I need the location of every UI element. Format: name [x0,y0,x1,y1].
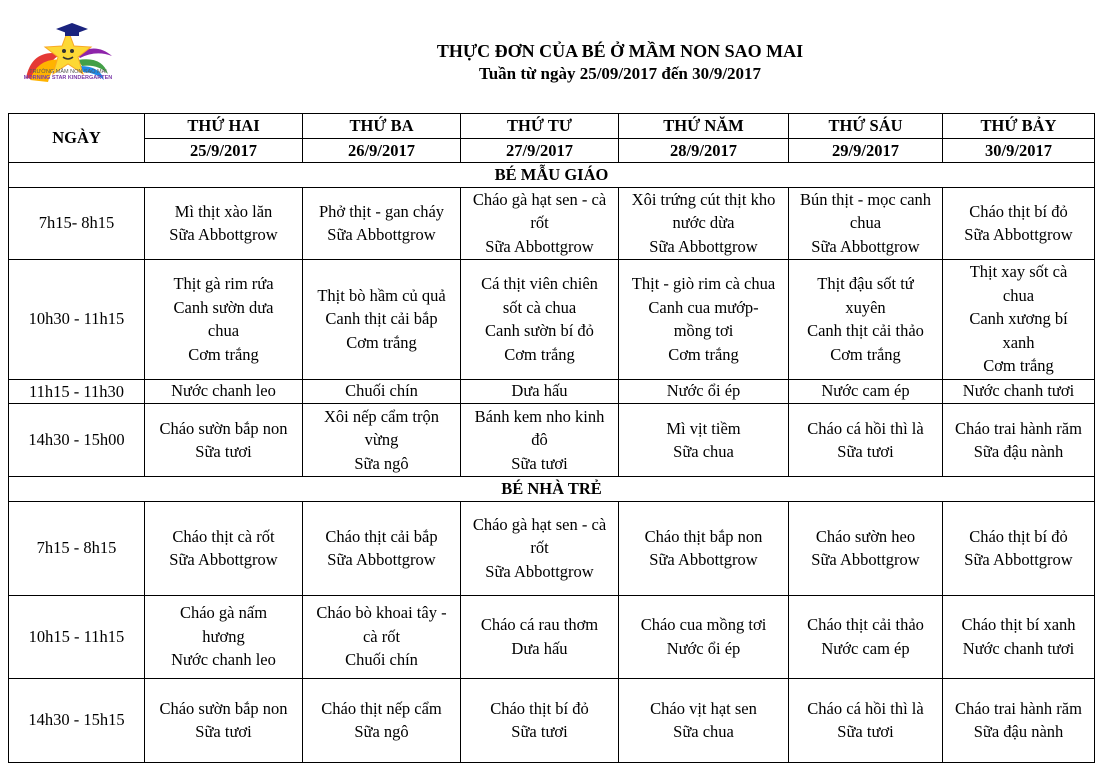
day-name: THỨ SÁU [789,114,943,139]
date-row [9,138,1095,163]
dish-line: Sữa ngô [354,453,409,473]
dish-line: chua [207,321,240,340]
day-column-header: NGÀY [9,114,145,163]
dish-line: Chuối chín [345,650,418,670]
menu-cell [789,259,943,379]
dish-line: sốt cà chua [502,297,577,317]
menu-cell [145,404,303,477]
dish-line: Cháo trai hành răm [955,698,1082,718]
dish-line: Phở thịt - gan cháy [318,201,445,221]
menu-cell [619,678,789,762]
meal-row [9,259,1095,379]
menu-cell [461,595,619,678]
dish-line: Nước ổi ép [666,638,741,658]
menu-body [9,114,1095,763]
dish-line: Sữa Abbottgrow [327,550,436,569]
dish-line: Bún thịt - mọc canh [799,189,932,209]
dish-line: Thịt bò hầm củ quả [317,285,446,305]
dish-line: Cơm trắng [983,356,1054,376]
dish-line: Dưa hấu [511,381,568,401]
dish-line: Canh thịt cải thảo [807,321,924,340]
dish-line: Thịt gà rim rứa [173,274,274,293]
menu-cell [303,379,461,404]
day-date: 30/9/2017 [943,138,1095,163]
dish-line: Thịt đậu sốt tứ [817,274,914,293]
dish-line: Sữa chua [673,722,734,741]
menu-cell [461,379,619,404]
dish-line: Cháo thịt nếp cẩm [321,698,442,718]
dish-line: Sữa tươi [195,442,252,461]
dish-line: Sữa tươi [511,722,568,741]
menu-cell [145,595,303,678]
dish-line: Dưa hấu [511,638,568,658]
dish-line: Sữa Abbottgrow [485,561,594,581]
dish-line: đô [531,430,548,450]
day-date: 28/9/2017 [619,138,789,163]
dish-line: mồng tơi [673,321,734,340]
menu-cell [943,379,1095,404]
dish-line: Cơm trắng [830,344,901,364]
menu-cell [145,259,303,379]
meal-time: 11h15 - 11h30 [9,379,145,404]
menu-cell [461,259,619,379]
day-name: THỨ HAI [145,114,303,139]
menu-cell [303,595,461,678]
dish-line: Cháo cá rau thơm [480,615,599,634]
dish-line: Sữa tươi [511,453,568,473]
dish-line: chua [1002,285,1035,305]
menu-cell [145,187,303,259]
menu-cell [619,501,789,595]
day-name: THỨ NĂM [619,114,789,139]
meal-time: 10h15 - 11h15 [9,595,145,678]
dish-line: Cơm trắng [188,344,259,364]
dish-line: Sữa Abbottgrow [964,550,1073,569]
dish-line: Chuối chín [345,381,418,401]
menu-cell [145,501,303,595]
menu-cell [619,404,789,477]
menu-cell [303,678,461,762]
day-name: THỨ TƯ [461,114,619,139]
dish-line: Cháo cá hồi thì là [807,418,924,438]
dish-line: Sữa Abbottgrow [327,225,436,244]
menu-cell [789,501,943,595]
meal-row [9,595,1095,678]
dish-line: Nước cam ép [821,638,910,658]
meal-row [9,404,1095,477]
dish-line: Cơm trắng [346,332,417,352]
menu-cell [943,595,1095,678]
dish-line: Cháo gà nấm [179,603,268,623]
dish-line: Mì thịt xào lăn [174,201,273,221]
dish-line: Nước ổi ép [666,381,741,401]
day-name: THỨ BẢY [943,114,1095,139]
section-row [9,163,1095,188]
dish-line: rốt [530,213,549,233]
dish-line: Cá thịt viên chiên [481,274,598,293]
day-date: 26/9/2017 [303,138,461,163]
header-row [9,114,1095,139]
dish-line: rốt [530,538,549,558]
dish-line: Cháo thịt bắp non [644,526,763,546]
section-title: BÉ NHÀ TRẺ [9,477,1095,502]
dish-line: Cháo thịt bí đỏ [490,698,589,718]
menu-cell [789,595,943,678]
dish-line: nước dừa [672,213,735,233]
meal-time: 7h15- 8h15 [9,187,145,259]
menu-cell [789,404,943,477]
meal-time: 10h30 - 11h15 [9,259,145,379]
dish-line: Thịt xay sốt cà [969,262,1068,282]
meal-row [9,501,1095,595]
dish-line: Canh xương bí [969,309,1068,329]
week-range: Tuần từ ngày 25/09/2017 đến 30/9/2017 [478,64,762,83]
dish-line: Sữa tươi [837,442,894,461]
dish-line: hương [202,626,245,646]
menu-cell [943,187,1095,259]
dish-line: chua [849,213,882,233]
meal-time: 14h30 - 15h00 [9,404,145,477]
dish-line: Cháo gà hạt sen - cà [472,514,607,534]
dish-line: Sữa Abbottgrow [811,550,920,569]
dish-line: Cháo thịt bí đỏ [969,526,1068,546]
menu-cell [789,678,943,762]
dish-line: Cháo sườn bắp non [159,698,288,718]
menu-cell [303,501,461,595]
dish-line: xanh [1002,332,1035,352]
day-name: THỨ BA [303,114,461,139]
dish-line: Cháo thịt bí đỏ [969,201,1068,221]
dish-line: Cháo trai hành răm [955,418,1082,438]
dish-line: Cháo thịt cải thảo [807,615,924,634]
meal-row [9,379,1095,404]
dish-line: vừng [364,430,399,450]
dish-line: Nước chanh leo [171,650,276,670]
dish-line: Cháo thịt cải bắp [325,526,438,546]
section-title: BÉ MẪU GIÁO [9,163,1095,188]
menu-cell [943,259,1095,379]
meal-time: 14h30 - 15h15 [9,678,145,762]
dish-line: Sữa Abbottgrow [964,225,1073,244]
menu-cell [619,259,789,379]
dish-line: Canh sườn dưa [173,297,274,317]
dish-line: Sữa tươi [837,722,894,741]
menu-cell [619,187,789,259]
menu-cell [145,678,303,762]
dish-line: Sữa chua [673,442,734,461]
dish-line: Sữa Abbottgrow [649,236,758,256]
dish-line: Cháo bò khoai tây - [316,603,447,623]
menu-cell [789,187,943,259]
logo-school-english: MORNING STAR KINDERGARTEN [23,75,113,81]
dish-line: Sữa đậu nành [973,442,1064,461]
meal-row [9,678,1095,762]
menu-cell [303,259,461,379]
dish-line: Cơm trắng [504,344,575,364]
dish-line: Canh sườn bí đỏ [485,321,594,340]
menu-cell [303,404,461,477]
dish-line: Nước chanh tươi [962,381,1075,401]
dish-line: Cháo vịt hạt sen [650,698,757,718]
dish-line: Canh thịt cải bắp [325,309,438,329]
meal-time: 7h15 - 8h15 [9,501,145,595]
logo-caption [20,69,116,81]
dish-line: Thịt - giò rim cà chua [631,274,776,293]
meal-row [9,187,1095,259]
dish-line: Sữa Abbottgrow [649,550,758,569]
dish-line: Cháo cá hồi thì là [807,698,924,718]
menu-cell [461,501,619,595]
dish-line: Cháo sườn bắp non [159,418,288,438]
day-date: 27/9/2017 [461,138,619,163]
menu-cell [943,678,1095,762]
day-date: 25/9/2017 [145,138,303,163]
dish-line: xuyên [845,297,886,317]
menu-cell [461,678,619,762]
section-row [9,477,1095,502]
dish-line: Sữa Abbottgrow [485,236,594,256]
dish-line: Mì vịt tiềm [666,418,741,438]
dish-line: Nước cam ép [821,381,910,401]
dish-line: Nước chanh tươi [962,638,1075,658]
dish-line: Bánh kem nho kinh [474,406,605,426]
dish-line: Sữa Abbottgrow [169,225,278,244]
dish-line: Sữa Abbottgrow [811,236,920,256]
dish-line: Xôi nếp cẩm trộn [323,406,439,426]
dish-line: Xôi trứng cút thịt kho [631,189,776,209]
dish-line: Nước chanh leo [171,381,276,401]
day-date: 29/9/2017 [789,138,943,163]
dish-line: Cháo sườn heo [815,526,916,546]
menu-cell [145,379,303,404]
page-title: THỰC ĐƠN CỦA BÉ Ở MẦM NON SAO MAI [436,41,804,61]
menu-cell [619,379,789,404]
dish-line: Sữa đậu nành [973,722,1064,741]
dish-line: Cháo gà hạt sen - cà [472,189,607,209]
logo-school-name: TRƯỜNG MẦM NON SAO MAI [29,69,107,75]
dish-line: cà rốt [362,626,401,646]
dish-line: Cháo cua mồng tơi [640,615,767,634]
dish-line: Cơm trắng [668,344,739,364]
dish-line: Canh cua mướp- [648,297,759,317]
dish-line: Sữa tươi [195,722,252,741]
menu-cell [943,501,1095,595]
menu-cell [789,379,943,404]
dish-line: Cháo thịt bí xanh [961,615,1076,634]
menu-cell [461,187,619,259]
menu-cell [619,595,789,678]
menu-cell [461,404,619,477]
dish-line: Sữa Abbottgrow [169,550,278,569]
dish-line: Sữa ngô [354,722,409,741]
menu-table [8,113,1095,763]
menu-cell [303,187,461,259]
dish-line: Cháo thịt cà rốt [172,526,275,546]
menu-cell [943,404,1095,477]
